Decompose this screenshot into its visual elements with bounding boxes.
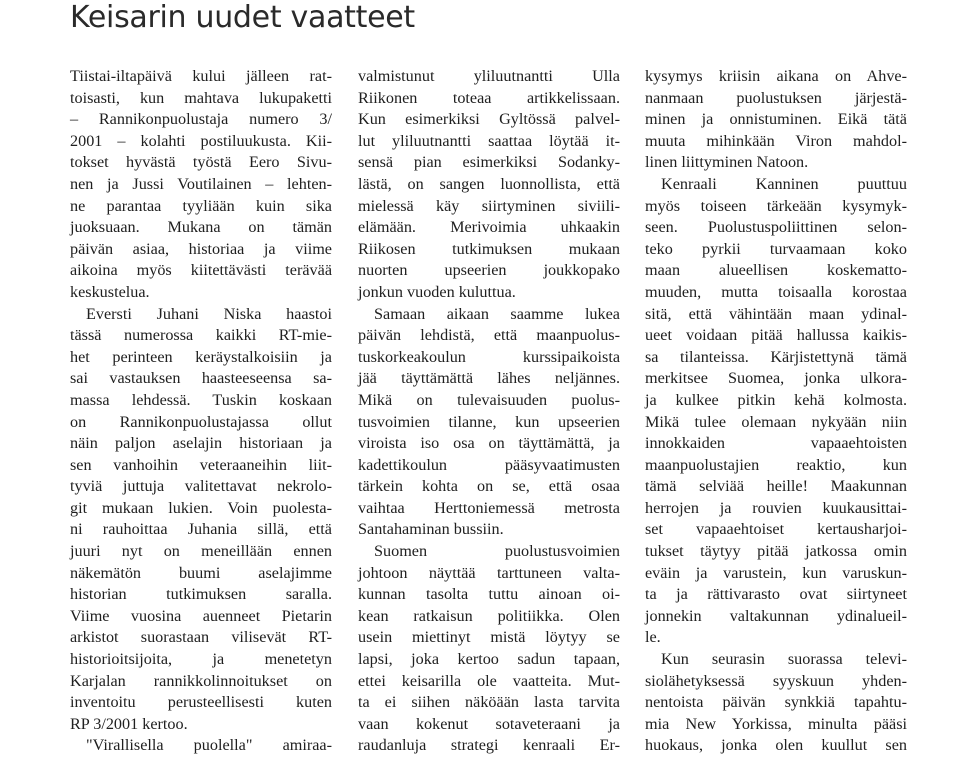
text-line: on Rannikonpuolustajassa ollut	[70, 412, 332, 431]
text-line: maan alueellisen koskematto-	[645, 261, 907, 280]
text-line: tokset hyvästä työstä Eero Sivu-	[70, 153, 332, 172]
text-line: innokkaiden vapaaehtoisten	[645, 434, 907, 453]
text-line: le.	[645, 628, 661, 647]
text-line: eväin ja varustein, kun varuskun-	[645, 563, 907, 582]
text-line: sensä pian esimerkiksi Sodanky-	[358, 153, 620, 172]
text-line: ni rauhoittaa Juhania sillä, että	[70, 520, 332, 539]
text-line: seen. Puolustuspoliittinen selon-	[645, 218, 907, 237]
text-line: Samaan aikaan saamme lukea	[374, 304, 620, 323]
text-line: Kenraali Kanninen puuttuu	[661, 174, 907, 193]
text-line: Mikä tulee olemaan nykyään niin	[645, 412, 907, 431]
text-line: nen ja Jussi Voutilainen – lehten-	[70, 174, 332, 193]
text-line: tyviä juttuja valitettavat nekrolo-	[70, 477, 332, 496]
article-column-3	[645, 66, 907, 757]
text-line: tuskorkeakoulun kurssipaikoista	[358, 347, 620, 366]
text-line: tärkein kohta on se, että osaa	[358, 477, 620, 496]
text-line: nentoista päivän synkkiä tapahtu-	[645, 693, 907, 712]
text-line: ettei keisarilla ole vaatteita. Mut-	[358, 671, 620, 690]
text-line: lut yliluutnantti saattaa löytää it-	[358, 131, 620, 150]
text-line: historioitsijoita, ja menetetyn	[70, 650, 332, 669]
text-line: sen vanhoihin veteraaneihin liit-	[70, 455, 332, 474]
text-line: huokaus, jonka olen kuullut sen	[645, 736, 907, 755]
text-line: Viime vuosina auenneet Pietarin	[70, 606, 332, 625]
text-line: – Rannikonpuolustaja numero 3/	[70, 110, 332, 129]
text-line: tusvoimien tilanne, kun upseerien	[358, 412, 620, 431]
text-line: ta ei siihen näköään lasta tarvita	[358, 693, 620, 712]
text-line: kadettikoulun pääsyvaatimusten	[358, 455, 620, 474]
text-line: sai vastauksen haasteeseensa sa-	[70, 369, 332, 388]
text-line: ja kulkee pitkin kehä kolmosta.	[645, 390, 907, 409]
text-line: merkitsee Suomea, jonka ulkora-	[645, 369, 907, 388]
text-line: Santahaminan bussiin.	[358, 520, 504, 539]
text-line: toisasti, kun mahtava lukupaketti	[70, 88, 332, 107]
text-line: keskustelua.	[70, 282, 150, 301]
text-line: ueet voidaan pitää hallussa kaikis-	[645, 326, 907, 345]
article-headline: Keisarin uudet vaatteet	[70, 0, 415, 35]
text-line: johtoon näyttää tarttuneen valta-	[358, 563, 620, 582]
text-line: mia New Yorkissa, minulta pääsi	[645, 714, 907, 733]
text-line: herrojen ja rouvien kuukausittai-	[645, 498, 907, 517]
text-line: Suomen puolustusvoimien	[374, 542, 620, 561]
text-line: Riikosen tutkimuksen mukaan	[358, 239, 620, 258]
text-line: valmistunut yliluutnantti Ulla	[358, 67, 620, 85]
text-line: maanpuolustajien reaktio, kun	[645, 455, 907, 474]
text-line: aikoina myös kiitettävästi terävää	[70, 261, 332, 280]
text-line: Kun seurasin suorassa televi-	[661, 650, 907, 669]
text-line: päivän lehdistä, että maanpuolus-	[358, 326, 620, 345]
text-line: Riikonen toteaa artikkelissaan.	[358, 88, 620, 107]
text-line: het perinteen keräystalkoisiin ja	[70, 347, 332, 366]
text-line: päivän asiaa, historiaa ja viime	[70, 239, 332, 258]
text-line: teko pyrkii turvaamaan koko	[645, 239, 907, 258]
text-line: näin paljon aselajin historiaan ja	[70, 434, 332, 453]
text-line: siolähetyksessä syyskuun yhden-	[645, 671, 907, 690]
text-line: myös toiseen tärkeään kysymyk-	[645, 196, 907, 215]
text-line: minen ja onnistuminen. Eikä tätä	[645, 110, 907, 129]
text-line: sitä, että vähintään maan ydinal-	[645, 304, 907, 323]
text-line: jää täyttämättä lähes neljännes.	[358, 369, 620, 388]
text-line: jonkun vuoden kuluttua.	[358, 282, 516, 301]
text-line: Kun esimerkiksi Gyltössä palvel-	[358, 110, 620, 129]
text-line: sa tilanteissa. Kärjistettynä tämä	[645, 347, 907, 366]
text-line: RP 3/2001 kertoo.	[70, 714, 188, 733]
text-line: Mikä on tulevaisuuden puolus-	[358, 390, 620, 409]
text-line: git mukaan lukien. Voin puolesta-	[70, 498, 332, 517]
text-line: juoksuaan. Mukana on tämän	[70, 218, 332, 237]
text-line: tässä numerossa kaikki RT-mie-	[70, 326, 332, 345]
text-line: Eversti Juhani Niska haastoi	[86, 304, 332, 323]
text-line: mielessä käy siirtyminen siviili-	[358, 196, 620, 215]
text-line: nuorten upseerien joukkopako	[358, 261, 620, 280]
text-line: näkemätön buumi aselajimme	[70, 563, 332, 582]
text-line: ne parantaa tyyliään kuin sika	[70, 196, 332, 215]
text-line: set vapaaehtoiset kertausharjoi-	[645, 520, 907, 539]
text-line: inventoitu perusteellisesti kuten	[70, 693, 332, 712]
text-line: raudanluja strategi kenraali Er-	[358, 736, 620, 755]
text-line: Karjalan rannikkolinnoitukset on	[70, 671, 332, 690]
text-line: muuta mihinkään Viron mahdol-	[645, 131, 907, 150]
text-line: historian tutkimuksen saralla.	[70, 585, 332, 604]
text-line: juuri nyt on meneillään ennen	[70, 542, 332, 561]
text-line: muuden, mutta toisaalla korostaa	[645, 282, 907, 301]
text-line: elämään. Merivoimia uhkaakin	[358, 218, 620, 237]
text-line: linen liittyminen Natoon.	[645, 153, 809, 172]
text-line: kysymys kriisin aikana on Ahve-	[645, 67, 907, 85]
text-line: kunnan tasolta tuttu ainoan oi-	[358, 585, 620, 604]
text-line: 2001 – kolahti postiluukusta. Kii-	[70, 131, 332, 150]
text-line: Tiistai-iltapäivä kului jälleen rat-	[70, 67, 332, 85]
text-line: arkistot suorastaan vilisevät RT-	[70, 628, 332, 647]
text-line: vaihtaa Herttoniemessä metrosta	[358, 498, 620, 517]
text-line: tukset täytyy pitää jatkossa omin	[645, 542, 907, 561]
text-line: lästä, on sangen luonnollista, että	[358, 174, 620, 193]
text-line: usein miettinyt mistä löytyy se	[358, 628, 620, 647]
text-line: nanmaan puolustuksen järjestä-	[645, 88, 907, 107]
text-line: jonnekin valtakunnan ydinalueil-	[645, 606, 907, 625]
text-line: ta ja rättivarasto ovat siirtyneet	[645, 585, 907, 604]
text-line: "Virallisella puolella" amiraa-	[86, 736, 332, 755]
text-line: tämä selviää heille! Maakunnan	[645, 477, 907, 496]
text-line: vaan kokenut sotaveteraani ja	[358, 714, 620, 733]
text-line: lapsi, joka kertoo sadun tapaan,	[358, 650, 620, 669]
article-column-2	[358, 66, 620, 757]
text-line: kean ratkaisun politiikka. Olen	[358, 606, 620, 625]
article-column-1	[70, 66, 332, 757]
text-line: massa lehdessä. Tuskin koskaan	[70, 390, 332, 409]
text-line: viroista iso osa on täyttämättä, ja	[358, 434, 620, 453]
